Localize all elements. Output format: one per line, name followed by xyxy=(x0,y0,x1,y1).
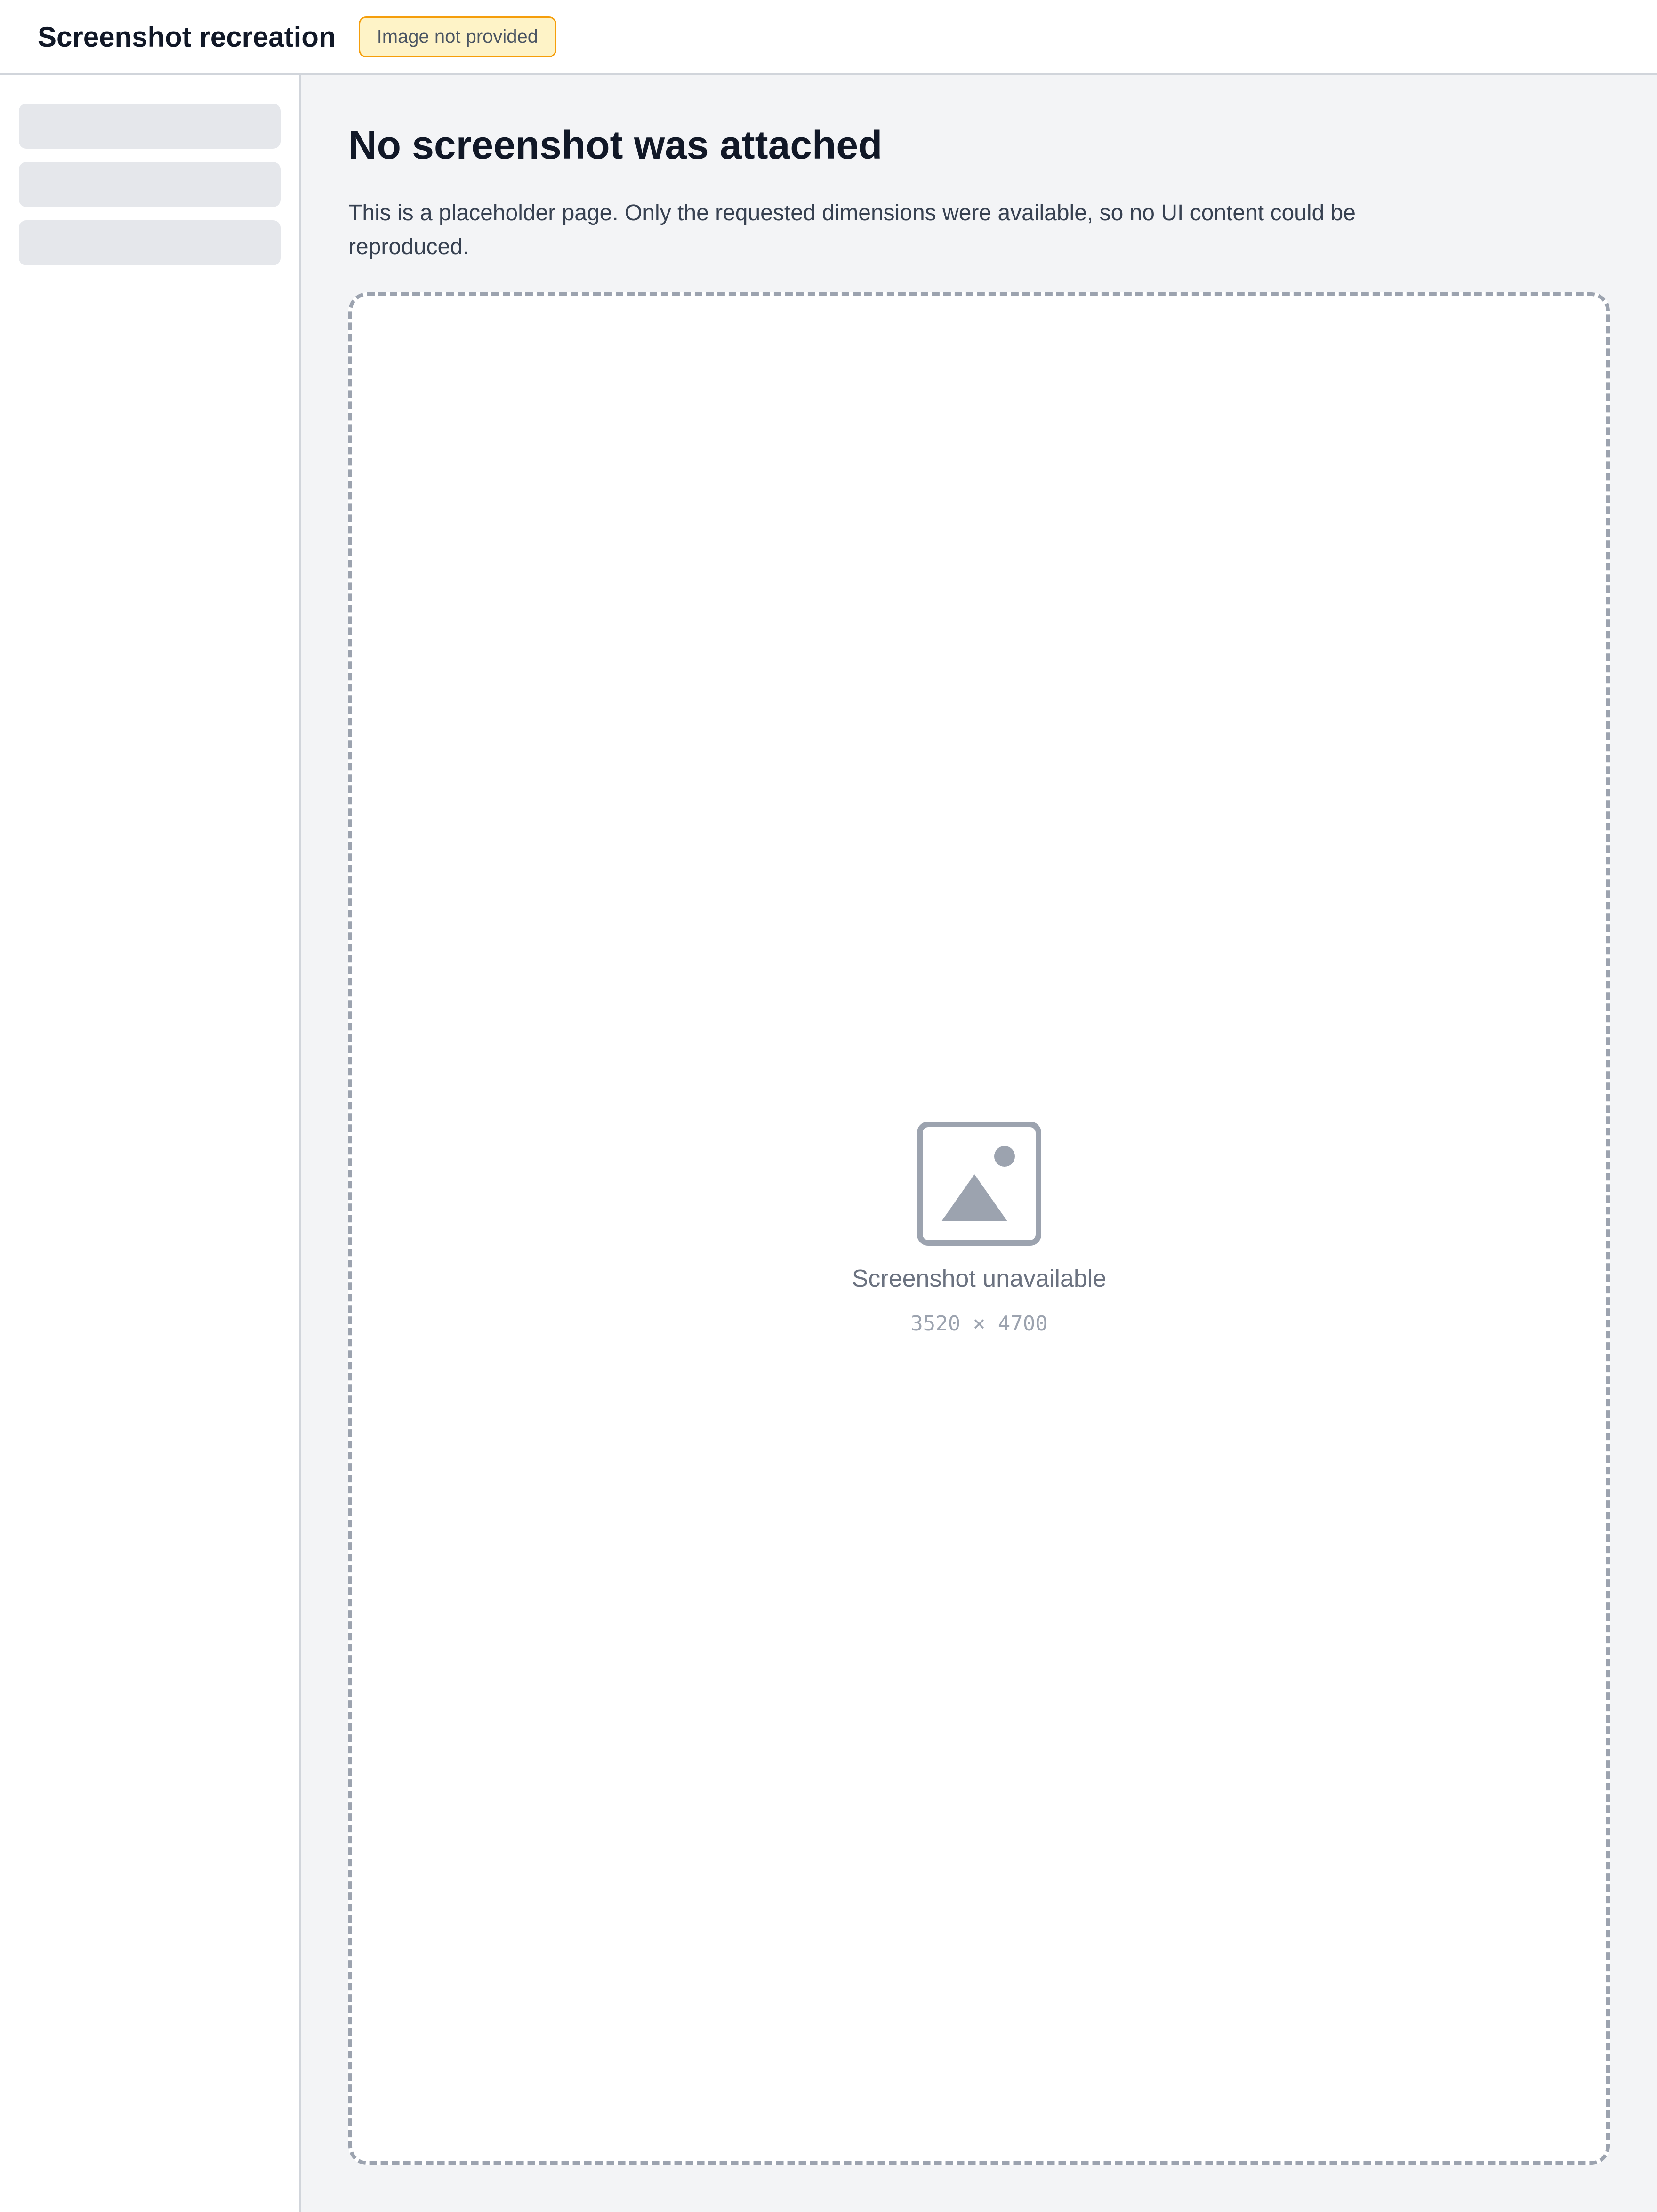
top-bar xyxy=(0,0,1657,75)
main-panel xyxy=(301,75,1657,2212)
app-title: Screenshot recreation xyxy=(38,21,336,53)
placeholder-label: Screenshot unavailable xyxy=(852,1265,1107,1292)
content-area xyxy=(0,75,1657,2212)
placeholder-message: This is a placeholder page. Only the requested dimensions were available, so no UI content could be reproduced. xyxy=(348,200,1356,259)
sidebar-placeholder-1 xyxy=(19,104,281,149)
sidebar-placeholder-2 xyxy=(19,162,281,207)
page-title: No screenshot was attached xyxy=(348,123,883,167)
sidebar-placeholder-3 xyxy=(19,220,281,265)
placeholder-card xyxy=(348,292,1610,2165)
sidebar xyxy=(0,75,301,2212)
image-placeholder-icon xyxy=(917,1122,1041,1246)
status-notice: Image not provided xyxy=(359,16,556,57)
size-readout: 3520 × 4700 xyxy=(910,1312,1048,1336)
